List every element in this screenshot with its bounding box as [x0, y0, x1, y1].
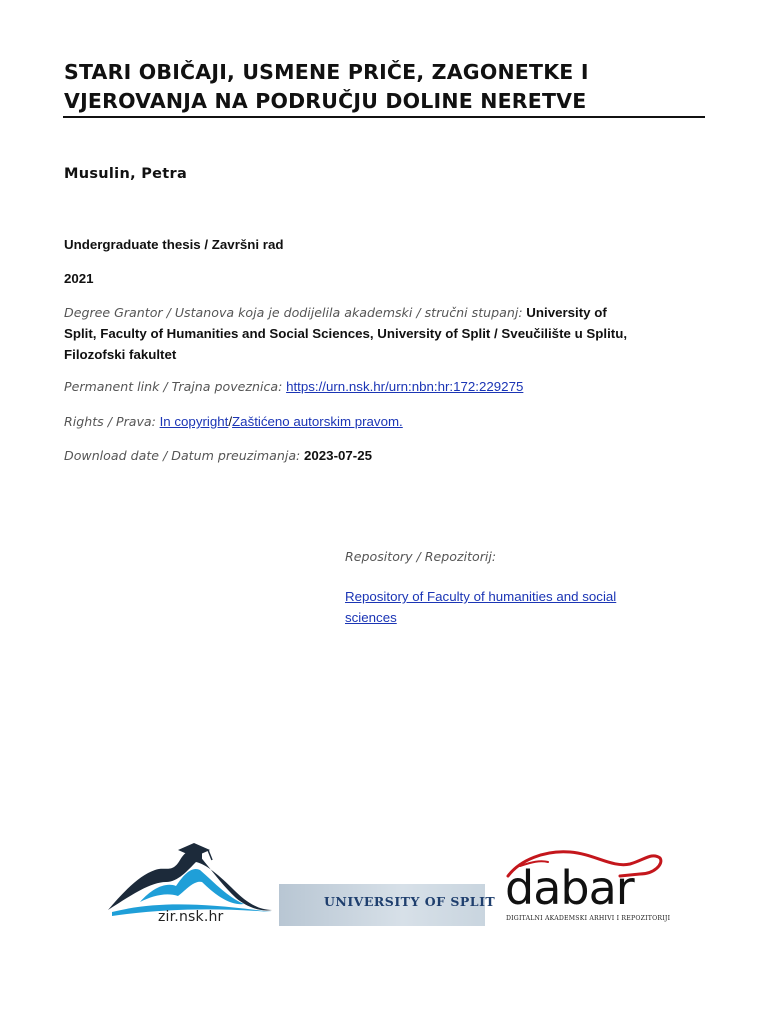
university-of-split-text: UNIVERSITY OF SPLIT	[324, 894, 496, 909]
download-date-value: 2023-07-25	[304, 448, 373, 463]
degree-grantor-label: Degree Grantor / Ustanova koja je dodijelila akademski / stručni stupanj:	[64, 305, 523, 320]
document-year: 2021	[64, 271, 94, 286]
zir-logo-text: zir.nsk.hr	[158, 909, 224, 925]
permanent-link-label: Permanent link / Trajna poveznica:	[64, 379, 283, 394]
dabar-logo-text: dabar	[505, 861, 634, 915]
repository-link-line-1[interactable]: Repository of Faculty of humanities and social	[345, 589, 617, 604]
rights-link-zasticeno[interactable]: Zaštićeno autorskim pravom.	[232, 414, 403, 429]
title-divider	[63, 116, 705, 118]
degree-grantor-value-1: University of	[526, 305, 607, 320]
degree-grantor-value-2: Split, Faculty of Humanities and Social Sciences, University of Split / Sveučilište u Splitu,	[64, 326, 628, 341]
document-title	[64, 58, 704, 116]
permanent-link-url[interactable]: https://urn.nsk.hr/urn:nbn:hr:172:229275	[286, 379, 524, 394]
rights-separator: /	[228, 414, 233, 429]
repository-link-line-2[interactable]: sciences	[345, 610, 397, 625]
document-type: Undergraduate thesis / Završni rad	[64, 237, 284, 252]
title-line-2: VJEROVANJA NA PODRUČJU DOLINE NERETVE	[64, 89, 587, 113]
rights	[64, 411, 704, 432]
download-date	[64, 445, 704, 466]
degree-grantor	[64, 302, 704, 365]
permanent-link	[64, 376, 704, 397]
degree-grantor-value-3: Filozofski fakultet	[64, 347, 177, 362]
repository-label: Repository / Repozitorij:	[345, 549, 497, 564]
author-name: Musulin, Petra	[64, 166, 188, 182]
rights-label: Rights / Prava:	[64, 414, 156, 429]
repository-link[interactable]	[345, 586, 645, 628]
rights-link-in-copyright[interactable]: In copyright	[159, 414, 229, 429]
download-date-label: Download date / Datum preuzimanja:	[64, 448, 301, 463]
dabar-logo-subtitle: DIGITALNI AKADEMSKI ARHIVI I REPOZITORIJI	[506, 915, 671, 922]
title-line-1: STARI OBIČAJI, USMENE PRIČE, ZAGONETKE I	[64, 60, 589, 84]
